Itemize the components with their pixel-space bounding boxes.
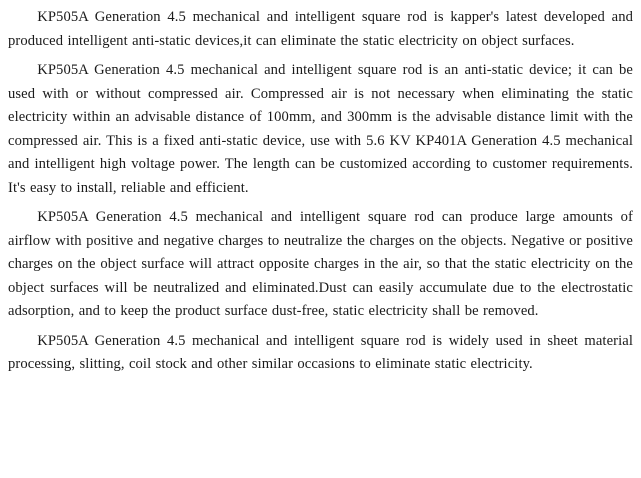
paragraph-4: KP505A Generation 4.5 mechanical and intelligent square rod is widely used in sheet material processing, slitting, coil stock and other similar occasions to eliminate static electricity. — [8, 332, 633, 372]
paragraph-3: KP505A Generation 4.5 mechanical and intelligent square rod can produce large amounts of airflow with positive and negative charges to neutralize the charges on the objects. Negative or positive charges on the object surface will attract opposite charges in the air, so that the static electricity on the object surfaces will be neutralized and eliminated.Dust can easily accumulate due to the electrostatic adsorption, and to keep the product surface dust-free, static electricity shall be removed. — [8, 209, 633, 319]
paragraph-2: KP505A Generation 4.5 mechanical and intelligent square rod is an anti-static device; it can be used with or without compressed air. Compressed air is not necessary when eliminating the static electricity within an advisable distance of 100mm, and 300mm is the advisable distance limit with the compressed air. This is a fixed anti-static device, use with 5.6 KV KP401A Generation 4.5 mechanical and intelligent high voltage power. The length can be customized according to customer requirements. It's easy to install, reliable and efficient. — [8, 62, 633, 196]
paragraph-1: KP505A Generation 4.5 mechanical and intelligent square rod is kapper's latest developed and produced intelligent anti-static devices,it can eliminate the static electricity on object surfaces. — [8, 9, 633, 49]
